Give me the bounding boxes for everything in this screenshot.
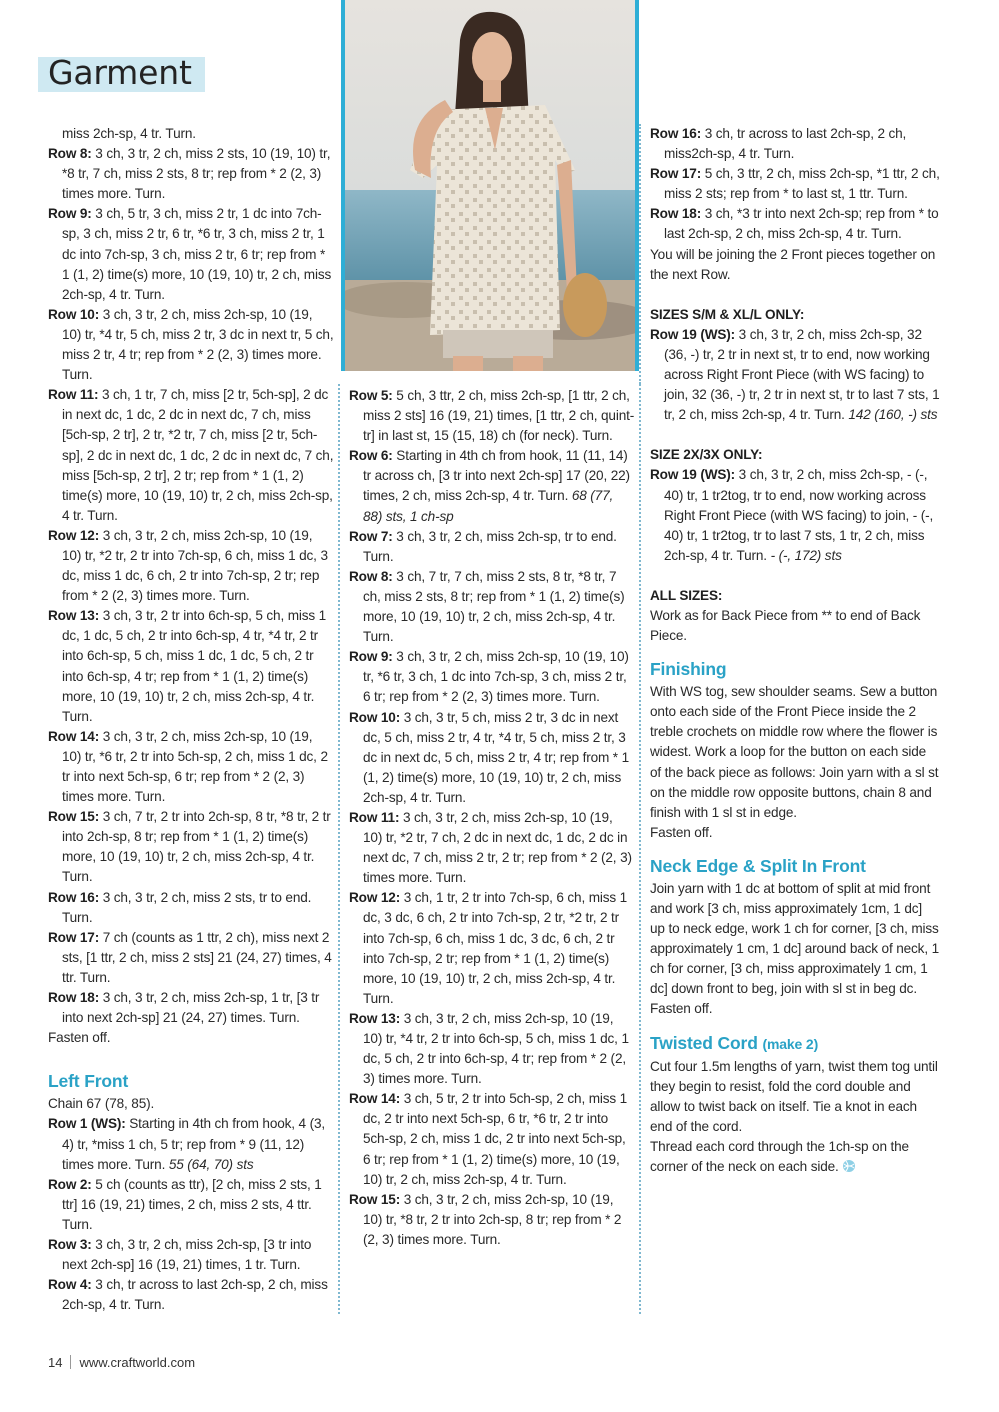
pattern-row: [349, 1009, 635, 1089]
finishing-text: With WS tog, sew shoulder seams. Sew a button onto each side of the Front Piece inside the 2 treble crochets on middle row where the flower is widest. Work a loop for the button on each side of the back piece as follows: Join yarn with a sl st on the middle row opposite buttons, chain 8 and finish with 1 sl st in edge.: [650, 684, 939, 820]
twisted-cord-heading: [650, 1030, 940, 1057]
left-front-chain: Chain 67 (78, 85).: [48, 1096, 155, 1112]
row-label: Row 9:: [48, 206, 92, 222]
sizes-sm-heading: SIZES S/M & XL/L ONLY:: [650, 306, 805, 322]
row-label: Row 10:: [349, 709, 401, 725]
row-label: Row 5:: [349, 388, 393, 403]
row-label: Row 1 (WS):: [48, 1116, 126, 1132]
row-instructions: 3 ch, *3 tr into next 2ch-sp; rep from * to last 2ch-sp, 2 ch, miss 2ch-sp, 4 tr. Turn.: [664, 206, 939, 242]
row-label: Row 14:: [349, 1091, 401, 1107]
pattern-row: [48, 988, 334, 1028]
joining-note: You will be joining the 2 Front pieces together on the next Row.: [650, 246, 936, 282]
all-sizes-text: Work as for Back Piece from ** to end of Back Piece.: [650, 607, 921, 644]
row-instructions: 3 ch, 3 tr, 2 ch, miss 2ch-sp, 1 tr, [3 tr into next 2ch-sp] 21 (24, 27) times. Turn.: [62, 990, 320, 1026]
pattern-row: [48, 385, 334, 526]
sizes-sm-row: [650, 325, 940, 425]
finishing-heading: Finishing: [650, 659, 727, 680]
pattern-row: [349, 1089, 635, 1189]
sizes-2x-heading: SIZE 2X/3X ONLY:: [650, 447, 763, 463]
row-instructions: 3 ch, 5 tr, 2 tr into 5ch-sp, 2 ch, miss 1 dc, 2 tr into next 5ch-sp, 6 tr, *6 tr, 2 tr into 5ch-sp, 2 ch, miss 1 dc, 2 tr into next 5ch-sp, 6 tr; rep from * 1 (1, 2) time(s) more, 10 (19, 10) tr, 2 ch, miss 2ch-sp, 4 tr. Turn.: [363, 1091, 628, 1187]
row-instructions: 5 ch (counts as ttr), [2 ch, miss 2 sts, 1 ttr] 16 (19, 21) times, 2 ch, miss 2 sts, 4 ttr. Turn.: [62, 1176, 322, 1232]
column-2: [349, 386, 635, 1250]
stitch-count: 55 (64, 70) sts: [168, 1156, 254, 1172]
twisted-cord-text-2-body: Thread each cord through the 1ch-sp on the corner of the neck on each side.: [650, 1138, 909, 1175]
row-instructions: 3 ch, tr across to last 2ch-sp, 2 ch, miss 2ch-sp, 4 tr. Turn.: [62, 1277, 328, 1313]
row-instructions: 3 ch, 3 tr, 2 ch, miss 2ch-sp, 10 (19, 10) tr, *2 tr, 7 ch, 2 dc in next dc, 1 dc, 2 dc in next dc, 7 ch, miss 2 tr, 2 tr; rep from * 2 (2, 3) times more. Turn.: [363, 809, 632, 886]
pattern-row: [48, 526, 334, 606]
twisted-cord-text-2: [650, 1137, 940, 1179]
row-label: Row 16:: [650, 126, 702, 141]
row-label: Row 6:: [349, 448, 393, 464]
pattern-row: [349, 386, 635, 446]
row-instructions: 3 ch, 7 tr, 2 tr into 2ch-sp, 8 tr, *8 tr, 2 tr into 2ch-sp, 8 tr; rep from * 1 (1, 2) time(s) more, 10 (19, 10) tr, 2 ch, miss 2ch-sp, 4 tr. Turn.: [62, 809, 331, 885]
pattern-row: [48, 1114, 334, 1174]
row-instructions: 3 ch, 3 tr, 2 ch, miss 2 sts, tr to end. Turn.: [62, 889, 312, 925]
left-front-rows-final: [650, 124, 940, 245]
all-sizes-heading: ALL SIZES:: [650, 587, 723, 603]
row-label: Row 2:: [48, 1176, 92, 1192]
pattern-row: [48, 305, 334, 385]
twisted-cord-subtitle: (make 2): [762, 1035, 819, 1052]
row-instructions: 5 ch, 3 ttr, 2 ch, miss 2ch-sp, *1 ttr, 2 ch, miss 2 sts; rep from * to last st, 1 ttr. Turn.: [664, 166, 940, 202]
row-instructions: 3 ch, 3 tr, 5 ch, miss 2 tr, 3 dc in next dc, 5 ch, miss 2 tr, 4 tr, *4 tr, 5 ch, miss 2 tr, 3 dc in next dc, 5 ch, miss 2 tr, 4 tr; rep from * 1 (1, 2) time(s) more, 10 (19, 10) tr, 2 ch, miss 2ch-sp, 4 tr. Turn.: [363, 709, 629, 805]
pattern-row: [48, 727, 334, 807]
pattern-row: [650, 465, 940, 565]
left-front-rows-list: [48, 1114, 334, 1315]
pattern-row: [48, 1175, 334, 1235]
row-label: Row 4:: [48, 1277, 92, 1293]
twisted-cord-text: Cut four 1.5m lengths of yarn, twist them tog until they begin to resist, fold the cord double and allow to twist back on itself. Tie a knot in each end of the cord.: [650, 1058, 938, 1134]
row-label: Row 13:: [48, 608, 100, 624]
row-label: Row 18:: [48, 990, 100, 1006]
row-instructions: 7 ch (counts as 1 ttr, 2 ch), miss next 2 sts, [1 ttr, 2 ch, miss 2 sts] 21 (24, 27) times, 4 ttr. Turn.: [62, 929, 332, 985]
row-instructions: 3 ch, 3 tr, 2 ch, miss 2ch-sp, 10 (19, 10) tr, *4 tr, 2 tr into 6ch-sp, 5 ch, miss 1 dc, 1 dc, 5 ch, 2 tr into 6ch-sp, 4 tr; rep from * 2 (2, 3) times more. Turn.: [363, 1010, 629, 1087]
continued-text: miss 2ch-sp, 4 tr. Turn.: [62, 126, 196, 141]
pattern-row: [349, 808, 635, 888]
pattern-row: [48, 1275, 334, 1315]
left-front-rows-continued: [349, 386, 635, 1250]
pattern-row: [48, 144, 334, 204]
pattern-row: [650, 124, 940, 164]
row-label: Row 14:: [48, 728, 100, 744]
row-label: Row 10:: [48, 306, 100, 322]
row-instructions: 3 ch, 3 tr, 2 ch, miss 2ch-sp, - (-, 40) tr, 1 tr2tog, tr to end, now working across Right Front Piece (with WS facing) to join, - (-, 40) tr, 1 tr2tog, tr to last 7 sts, 1 tr, 2 ch, miss 2ch-sp, 4 tr. Turn.: [664, 467, 934, 563]
pattern-row: [48, 606, 334, 727]
page-title: Garment: [48, 53, 192, 92]
pattern-row: [48, 807, 334, 887]
row-instructions: 3 ch, 3 tr, 2 tr into 6ch-sp, 5 ch, miss 1 dc, 1 dc, 5 ch, 2 tr into 6ch-sp, 4 tr, *4 tr, 2 tr into 6ch-sp, 5 ch, miss 1 dc, 1 dc, 5 ch, 2 tr into 6ch-sp, 4 tr; rep from * 1 (1, 2) time(s) more, 10 (19, 10) tr, 2 ch, miss 2ch-sp, 4 tr. Turn.: [62, 608, 327, 724]
row-label: Row 15:: [48, 809, 100, 825]
page-number: 14: [48, 1355, 63, 1370]
row-label: Row 12:: [349, 890, 401, 906]
pattern-row: [349, 888, 635, 1009]
row-instructions: 3 ch, 3 tr, 2 ch, miss 2ch-sp, 10 (19, 10) tr, *2 tr, 2 tr into 7ch-sp, 6 ch, miss 1 dc, 3 dc, miss 1 dc, 6 ch, 2 tr into 7ch-sp, 2 tr; rep from * 2 (2, 3) times more. Turn.: [62, 527, 328, 604]
row-label: Row 18:: [650, 206, 702, 222]
yarn-ball-icon: [842, 1159, 856, 1179]
row-label: Row 8:: [48, 146, 92, 162]
pattern-row: [349, 647, 635, 707]
pattern-row: [349, 446, 635, 526]
neck-fasten-off: Fasten off.: [650, 1001, 713, 1017]
row-instructions: 3 ch, 3 tr, 2 ch, miss 2 sts, 10 (19, 10) tr, *8 tr, 7 ch, miss 2 sts, 8 tr; rep from * 2 (2, 3) times more. Turn.: [62, 146, 331, 202]
column-3: [650, 124, 940, 1179]
row-label: Row 12:: [48, 527, 100, 543]
row-label: Row 13:: [349, 1010, 401, 1026]
page-footer: [48, 1355, 195, 1370]
sizes-2x-row: [650, 465, 940, 565]
row-instructions: 3 ch, 3 tr, 2 ch, miss 2ch-sp, 10 (19, 10) tr, *6 tr, 3 ch, 1 dc into 7ch-sp, 3 ch, miss 2 tr, 6 tr; rep from * 2 (2, 3) times more. Turn.: [363, 649, 629, 705]
column-divider: [338, 384, 340, 1314]
pattern-row: [650, 325, 940, 425]
pattern-row: [48, 888, 334, 928]
pattern-row: [650, 164, 940, 204]
footer-website: www.craftworld.com: [79, 1355, 196, 1370]
row-instructions: 3 ch, 7 tr, 7 ch, miss 2 sts, 8 tr, *8 tr, 7 ch, miss 2 sts, 8 tr; rep from * 1 (1, 2) time(s) more, 10 (19, 10) tr, 2 ch, miss 2ch-sp, 4 tr. Turn.: [363, 568, 625, 645]
pattern-row: [48, 1235, 334, 1275]
section-title-block: [38, 53, 205, 92]
twisted-cord-title: Twisted Cord: [650, 1032, 758, 1053]
garment-photo: [341, 0, 639, 371]
row-instructions: Starting in 4th ch from hook, 4 (3, 4) tr, *miss 1 ch, 5 tr; rep from * 9 (11, 12) times more. Turn.: [62, 1116, 326, 1172]
row-instructions: 3 ch, 3 tr, 2 ch, miss 2ch-sp, tr to end. Turn.: [363, 528, 617, 564]
finishing-fasten-off: Fasten off.: [650, 824, 713, 840]
row-label: Row 3:: [48, 1236, 92, 1252]
neck-edge-text: Join yarn with 1 dc at bottom of split at mid front and work [3 ch, miss approximately 1cm, 1 dc] up to neck edge, work 1 ch for corner, [3 ch, miss approximately 1 cm, 1 dc] around back of neck, 1 ch for corner, [3 ch, miss approximately 1 cm, 1 dc] down front to beg, join with sl st in beg dc.: [650, 880, 939, 997]
column-1: [48, 124, 334, 1315]
row-instructions: 3 ch, 3 tr, 2 ch, miss 2ch-sp, 10 (19, 10) tr, *6 tr, 2 tr into 5ch-sp, 2 ch, miss 1 dc, 2 tr into next 5ch-sp, 6 tr; rep from * 2 (2, 3) times more. Turn.: [62, 728, 328, 805]
pattern-row: [650, 204, 940, 244]
pattern-row: [48, 928, 334, 988]
footer-separator: [70, 1355, 71, 1369]
row-instructions: 3 ch, 1 tr, 7 ch, miss [2 tr, 5ch-sp], 2 dc in next dc, 1 dc, 2 dc in next dc, 7 ch, miss [5ch-sp, 2 tr], 2 tr, *2 tr, 7 ch, miss [2 tr, 5ch-sp], 2 dc in next dc, 1 dc, 2 dc in next dc, 7 ch, miss [5ch-sp, 2 tr], 2 tr; rep from * 1 (1, 2) time(s) more, 10 (19, 10) tr, 2 ch, miss 2ch-sp, 4 tr. Turn.: [62, 387, 334, 523]
row-label: Row 7:: [349, 528, 393, 544]
row-label: Row 15:: [349, 1191, 401, 1207]
row-label: Row 9:: [349, 649, 393, 665]
neck-edge-heading: Neck Edge & Split In Front: [650, 855, 866, 876]
row-label: Row 17:: [650, 166, 702, 182]
row-label: Row 8:: [349, 568, 393, 584]
row-instructions: 3 ch, 3 tr, 2 ch, miss 2ch-sp, [3 tr into next 2ch-sp] 16 (19, 21) times, 1 tr. Turn.: [62, 1236, 312, 1273]
row-instructions: Starting in 4th ch from hook, 11 (11, 14) tr across ch, [3 tr into next 2ch-sp] 17 (20, 22) times, 2 ch, miss 2ch-sp, 4 tr. Turn.: [363, 448, 630, 504]
column-divider: [639, 384, 641, 1314]
row-instructions: 3 ch, 1 tr, 2 tr into 7ch-sp, 6 ch, miss 1 dc, 3 dc, 6 ch, 2 tr into 7ch-sp, 2 tr, *2 tr, 2 tr into 7ch-sp, 6 ch, miss 1 dc, 3 dc, 6 ch, 2 tr into 7ch-sp, 2 tr; rep from * 1 (1, 2) time(s) more, 10 (19, 10) tr, 2 ch, miss 2ch-sp, 4 tr. Turn.: [363, 890, 628, 1006]
row-instructions: 3 ch, tr across to last 2ch-sp, 2 ch, miss2ch-sp, 4 tr. Turn.: [664, 126, 907, 162]
model-wearing-tunic-image: [345, 0, 635, 371]
row-instructions: 3 ch, 3 tr, 2 ch, miss 2ch-sp, 10 (19, 10) tr, *4 tr, 5 ch, miss 2 tr, 3 dc in next tr, 5 ch, miss 2 tr, 4 tr; rep from * 2 (2, 3) times more. Turn.: [62, 306, 334, 383]
pattern-row: [349, 1190, 635, 1250]
row-instructions: 3 ch, 5 tr, 3 ch, miss 2 tr, 1 dc into 7ch-sp, 3 ch, miss 2 tr, 6 tr, *6 tr, 3 ch, miss 2 tr, 1 dc into 7ch-sp, 3 ch, miss 2 tr, 6 tr; rep from * 1 (1, 2) time(s) more, 10 (19, 10) tr, 2 ch, miss 2ch-sp, 4 tr. Turn.: [62, 206, 332, 302]
pattern-row: [349, 567, 635, 647]
stitch-count: - (-, 172) sts: [770, 547, 842, 563]
pattern-row: [349, 527, 635, 567]
row-label: Row 19 (WS):: [650, 467, 736, 483]
row-label: Row 19 (WS):: [650, 326, 736, 342]
row-instructions: 3 ch, 3 tr, 2 ch, miss 2ch-sp, 10 (19, 10) tr, *8 tr, 2 tr into 2ch-sp, 8 tr; rep from * 2 (2, 3) times more. Turn.: [363, 1191, 622, 1247]
row-label: Row 11:: [48, 387, 99, 403]
row-instructions: 3 ch, 3 tr, 2 ch, miss 2ch-sp, 32 (36, -) tr, 2 tr in next st, tr to end, now working across Right Front Piece (with WS facing) to join, 32 (36, -) tr, 2 tr in next st, tr to last 7 sts, 1 tr, 2 ch, miss 2ch-sp, 4 tr. Turn.: [664, 326, 940, 423]
pattern-row: [349, 708, 635, 808]
back-rows-list: [48, 144, 334, 1028]
left-front-heading: Left Front: [48, 1071, 129, 1092]
row-instructions: 5 ch, 3 ttr, 2 ch, miss 2ch-sp, [1 ttr, 2 ch, miss 2 sts] 16 (19, 21) times, [1 ttr, 2 ch, quint-tr] in last st, 15 (15, 18) ch (for neck). Turn.: [363, 388, 635, 444]
stitch-count: 68 (77, 88) sts, 1 ch-sp: [363, 488, 614, 524]
row-label: Row 16:: [48, 889, 100, 905]
stitch-count: 142 (160, -) sts: [848, 407, 938, 423]
pattern-row: [48, 204, 334, 304]
column-divider: [639, 124, 641, 384]
row-label: Row 17:: [48, 929, 100, 945]
row-label: Row 11:: [349, 809, 400, 825]
fasten-off-text: Fasten off.: [48, 1030, 111, 1046]
